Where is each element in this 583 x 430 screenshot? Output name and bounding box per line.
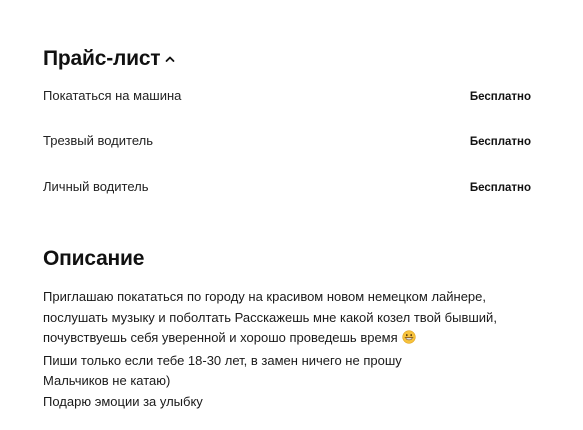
service-name: Покататься на машина bbox=[43, 87, 182, 103]
service-price: Бесплатно bbox=[469, 90, 531, 103]
service-price: Бесплатно bbox=[469, 135, 531, 148]
description-title-text: Описание bbox=[43, 247, 145, 270]
description-title bbox=[43, 247, 144, 271]
description-line: Мальчиков не катаю) bbox=[43, 373, 171, 388]
price-list-item bbox=[43, 176, 531, 196]
description-line: Пиши только если тебе 18-30 лет, в замен ничего не прошу bbox=[43, 352, 402, 368]
description-line: послушать музыку и поболтать Расскажешь мне какой козел твой бывший, bbox=[43, 309, 497, 325]
description-text bbox=[43, 287, 563, 412]
description-line: Приглашаю покататься по городу на красивом новом немецком лайнере, bbox=[43, 289, 486, 304]
chevron-up-icon[interactable] bbox=[164, 53, 176, 65]
description-line: Подарю эмоции за улыбку bbox=[43, 393, 203, 409]
grinning-face-emoji-icon bbox=[402, 330, 416, 351]
service-price: Бесплатно bbox=[469, 181, 531, 194]
description-line-text: почувствуешь себя уверенной и хорошо проведешь время bbox=[43, 330, 398, 345]
service-name: Трезвый водитель bbox=[43, 132, 153, 148]
price-list-item bbox=[43, 85, 531, 105]
description-line-with-emoji bbox=[43, 328, 563, 351]
price-list-header[interactable] bbox=[43, 47, 176, 71]
service-name: Личный водитель bbox=[43, 178, 149, 194]
price-list-title: Прайс-лист bbox=[43, 47, 161, 70]
price-list-item bbox=[43, 130, 531, 150]
